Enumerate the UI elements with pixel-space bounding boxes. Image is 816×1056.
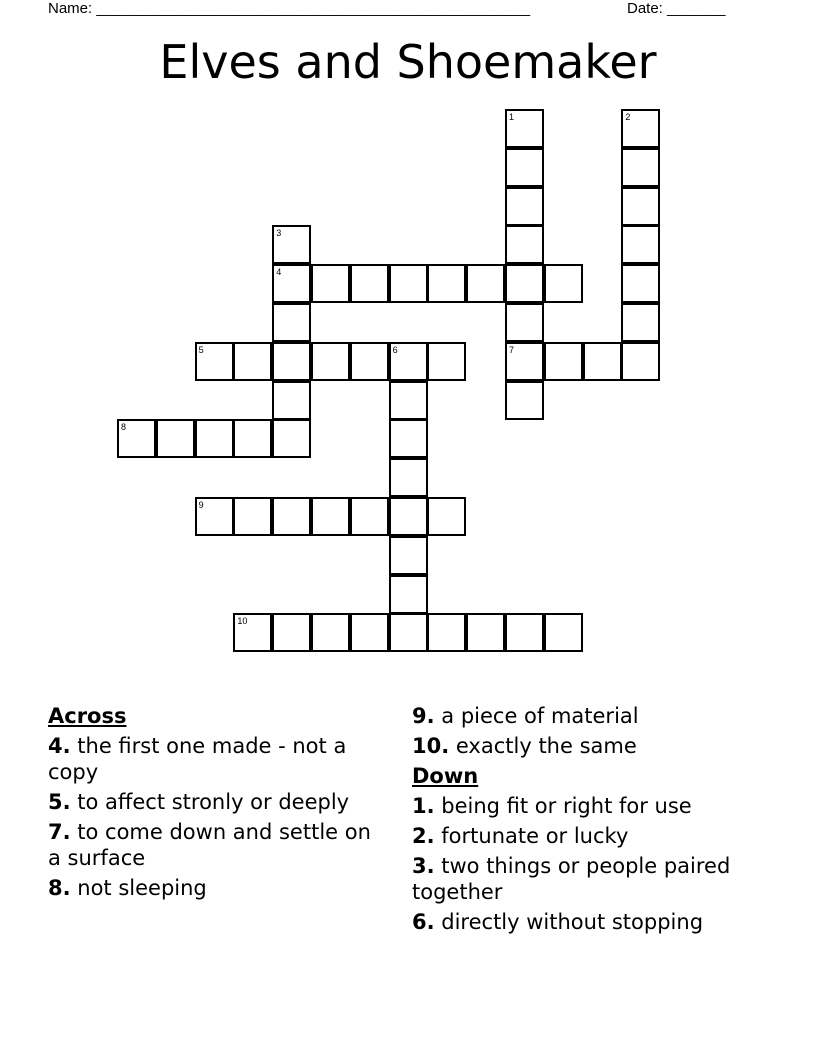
clue-number: 1. — [412, 794, 435, 818]
cell-number: 9 — [198, 500, 204, 510]
crossword-cell[interactable] — [233, 613, 272, 652]
crossword-cell[interactable] — [350, 613, 389, 652]
clue-number: 10. — [412, 734, 450, 758]
crossword-cell[interactable] — [311, 613, 350, 652]
clue-text: not sleeping — [70, 876, 207, 900]
crossword-cell[interactable] — [389, 536, 428, 575]
crossword-cell[interactable] — [350, 497, 389, 536]
down-clue — [412, 823, 772, 849]
crossword-cell[interactable] — [621, 109, 660, 148]
crossword-cell[interactable] — [389, 613, 428, 652]
across-clue — [412, 733, 772, 759]
page-title: Elves and Shoemaker — [159, 35, 657, 89]
crossword-cell[interactable] — [466, 264, 505, 303]
crossword-cell[interactable] — [272, 419, 311, 458]
cell-number: 8 — [121, 422, 127, 433]
clue-text: being fit or right for use — [434, 794, 692, 818]
clue-number: 2. — [412, 824, 435, 848]
clue-number: 6. — [412, 910, 435, 934]
crossword-cell[interactable] — [505, 381, 544, 420]
clue-text: fortunate or lucky — [434, 824, 629, 848]
crossword-cell[interactable] — [505, 109, 544, 148]
crossword-cell[interactable] — [505, 225, 544, 264]
down-heading: Down — [412, 764, 479, 788]
clue-text: exactly the same — [449, 734, 637, 758]
name-field-label: Name: ____________________________________________________ — [48, 0, 531, 17]
cell-number: 6 — [392, 344, 398, 355]
crossword-cell[interactable] — [621, 148, 660, 187]
across-clue — [48, 875, 383, 901]
across-clue — [48, 733, 383, 785]
crossword-cell[interactable] — [505, 187, 544, 226]
crossword-cell[interactable] — [311, 264, 350, 303]
crossword-cell[interactable] — [389, 381, 428, 420]
crossword-cell[interactable] — [389, 575, 428, 614]
date-field-label: Date: _______ — [627, 0, 726, 17]
crossword-cell[interactable] — [272, 225, 311, 264]
crossword-cell[interactable] — [466, 613, 505, 652]
crossword-cell[interactable] — [544, 613, 583, 652]
down-clue — [412, 909, 772, 935]
crossword-cell[interactable] — [195, 342, 234, 381]
down-clue — [412, 793, 772, 819]
crossword-cell[interactable] — [505, 264, 544, 303]
crossword-cell[interactable] — [233, 419, 272, 458]
crossword-cell[interactable] — [505, 303, 544, 342]
crossword-cell[interactable] — [505, 148, 544, 187]
crossword-cell[interactable] — [272, 342, 311, 381]
crossword-cell[interactable] — [389, 458, 428, 497]
crossword-cell[interactable] — [505, 613, 544, 652]
across-heading: Across — [48, 704, 127, 728]
clue-text: two things or people paired together — [412, 854, 731, 904]
clue-text: the first one made - not a copy — [48, 734, 347, 784]
crossword-cell[interactable] — [427, 497, 466, 536]
cell-number: 5 — [198, 344, 204, 355]
down-clue — [412, 853, 772, 905]
crossword-cell[interactable] — [117, 419, 156, 458]
clues-right-column — [412, 703, 772, 939]
crossword-cell[interactable] — [427, 342, 466, 381]
clue-text: a piece of material — [434, 704, 639, 728]
crossword-cell[interactable] — [272, 497, 311, 536]
crossword-cell[interactable] — [621, 187, 660, 226]
crossword-cell[interactable] — [272, 303, 311, 342]
crossword-cell[interactable] — [621, 225, 660, 264]
crossword-cell[interactable] — [389, 264, 428, 303]
clues-left-column — [48, 703, 383, 905]
cell-number: 7 — [509, 344, 515, 355]
clue-text: to affect stronly or deeply — [70, 790, 350, 814]
cell-number: 2 — [625, 112, 631, 122]
crossword-cell[interactable] — [389, 419, 428, 458]
clue-number: 9. — [412, 704, 435, 728]
crossword-cell[interactable] — [311, 342, 350, 381]
crossword-cell[interactable] — [272, 381, 311, 420]
crossword-cell[interactable] — [427, 613, 466, 652]
cell-number: 4 — [276, 267, 282, 278]
across-clue — [48, 819, 383, 871]
crossword-cell[interactable] — [156, 419, 195, 458]
crossword-cell[interactable] — [389, 342, 428, 381]
crossword-cell[interactable] — [427, 264, 466, 303]
crossword-cell[interactable] — [621, 264, 660, 303]
clue-number: 7. — [48, 820, 71, 844]
crossword-cell[interactable] — [195, 419, 234, 458]
crossword-cell[interactable] — [583, 342, 622, 381]
crossword-cell[interactable] — [233, 497, 272, 536]
cell-number: 10 — [237, 616, 248, 627]
crossword-cell[interactable] — [272, 613, 311, 652]
clue-number: 3. — [412, 854, 435, 878]
crossword-cell[interactable] — [272, 264, 311, 303]
clue-text: directly without stopping — [434, 910, 704, 934]
crossword-cell[interactable] — [505, 342, 544, 381]
crossword-cell[interactable] — [311, 497, 350, 536]
cell-number: 3 — [276, 228, 282, 239]
across-clue — [48, 789, 383, 815]
crossword-cell[interactable] — [233, 342, 272, 381]
crossword-cell[interactable] — [350, 264, 389, 303]
crossword-cell[interactable] — [389, 497, 428, 536]
crossword-cell[interactable] — [544, 264, 583, 303]
crossword-cell[interactable] — [621, 342, 660, 381]
across-clue — [412, 703, 772, 729]
crossword-cell[interactable] — [350, 342, 389, 381]
crossword-cell[interactable] — [544, 342, 583, 381]
cell-number: 1 — [509, 112, 515, 122]
crossword-cell[interactable] — [195, 497, 234, 536]
clue-number: 4. — [48, 734, 71, 758]
clue-number: 8. — [48, 876, 71, 900]
clue-number: 5. — [48, 790, 71, 814]
crossword-cell[interactable] — [621, 303, 660, 342]
clue-text: to come down and settle on a surface — [48, 820, 371, 870]
